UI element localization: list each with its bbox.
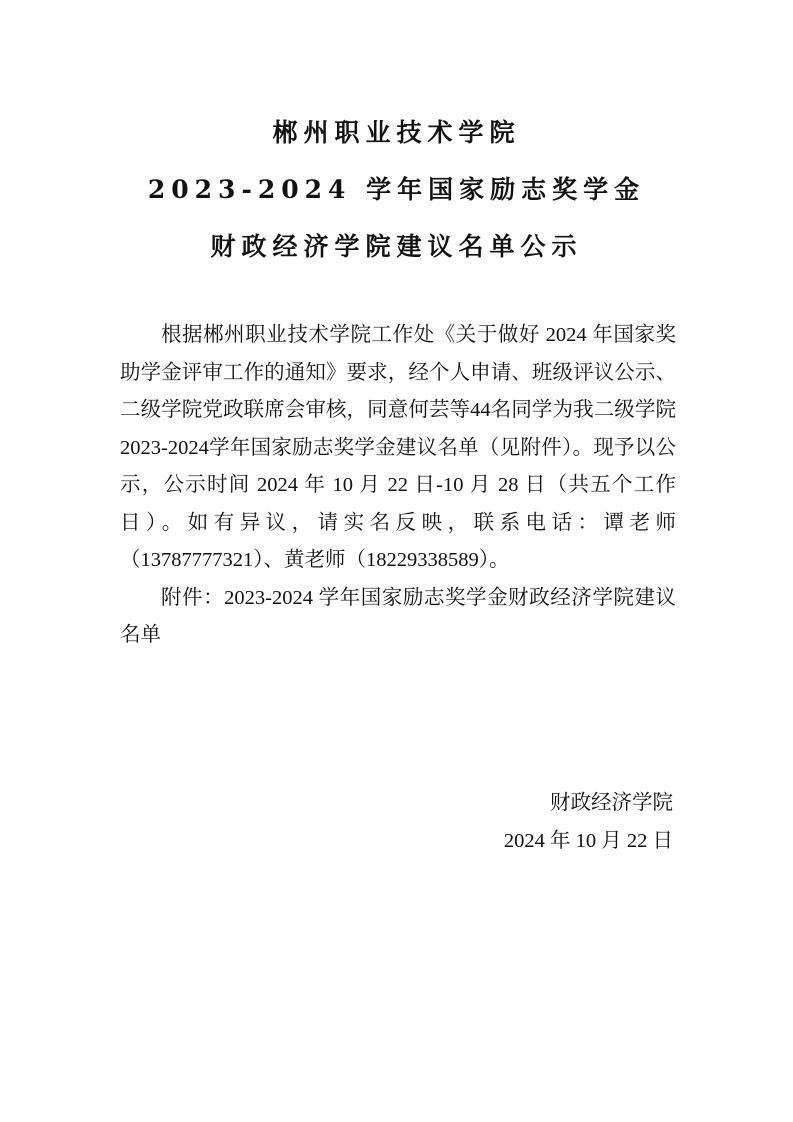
- signature-org: 财政经济学院: [550, 792, 673, 814]
- title-line-school: 郴州职业技术学院: [272, 118, 521, 147]
- title-line-scholarship: 2023-2024 学年国家励志奖学金: [147, 175, 646, 204]
- signature-date: 2024 年 10 月 22 日: [503, 830, 673, 852]
- title-line-notice: 财政经济学院建议名单公示: [210, 232, 583, 261]
- body-paragraph-main: 根据郴州职业技术学院工作处《关于做好 2024 年国家奖助学金评审工作的通知》要求，经个人申请、班级评议公示、二级学院党政联席会审核，同意何芸等44名同学为我二级学院2023-2024学年国家励志奖学金建议名单（见附件）。现予以公示，公示时间 2024 年 10 月 22 日-10 月 28 日（共五个工作日）。如有异议，请实名反映，联系电话：谭老师（13787777321）、黄老师（18229338589）。: [120, 324, 676, 571]
- document-body: [120, 317, 676, 655]
- signature-block: [273, 784, 673, 860]
- document-title: [0, 104, 793, 275]
- body-paragraph-attachment: 附件：2023-2024 学年国家励志奖学金财政经济学院建议名单: [120, 586, 676, 646]
